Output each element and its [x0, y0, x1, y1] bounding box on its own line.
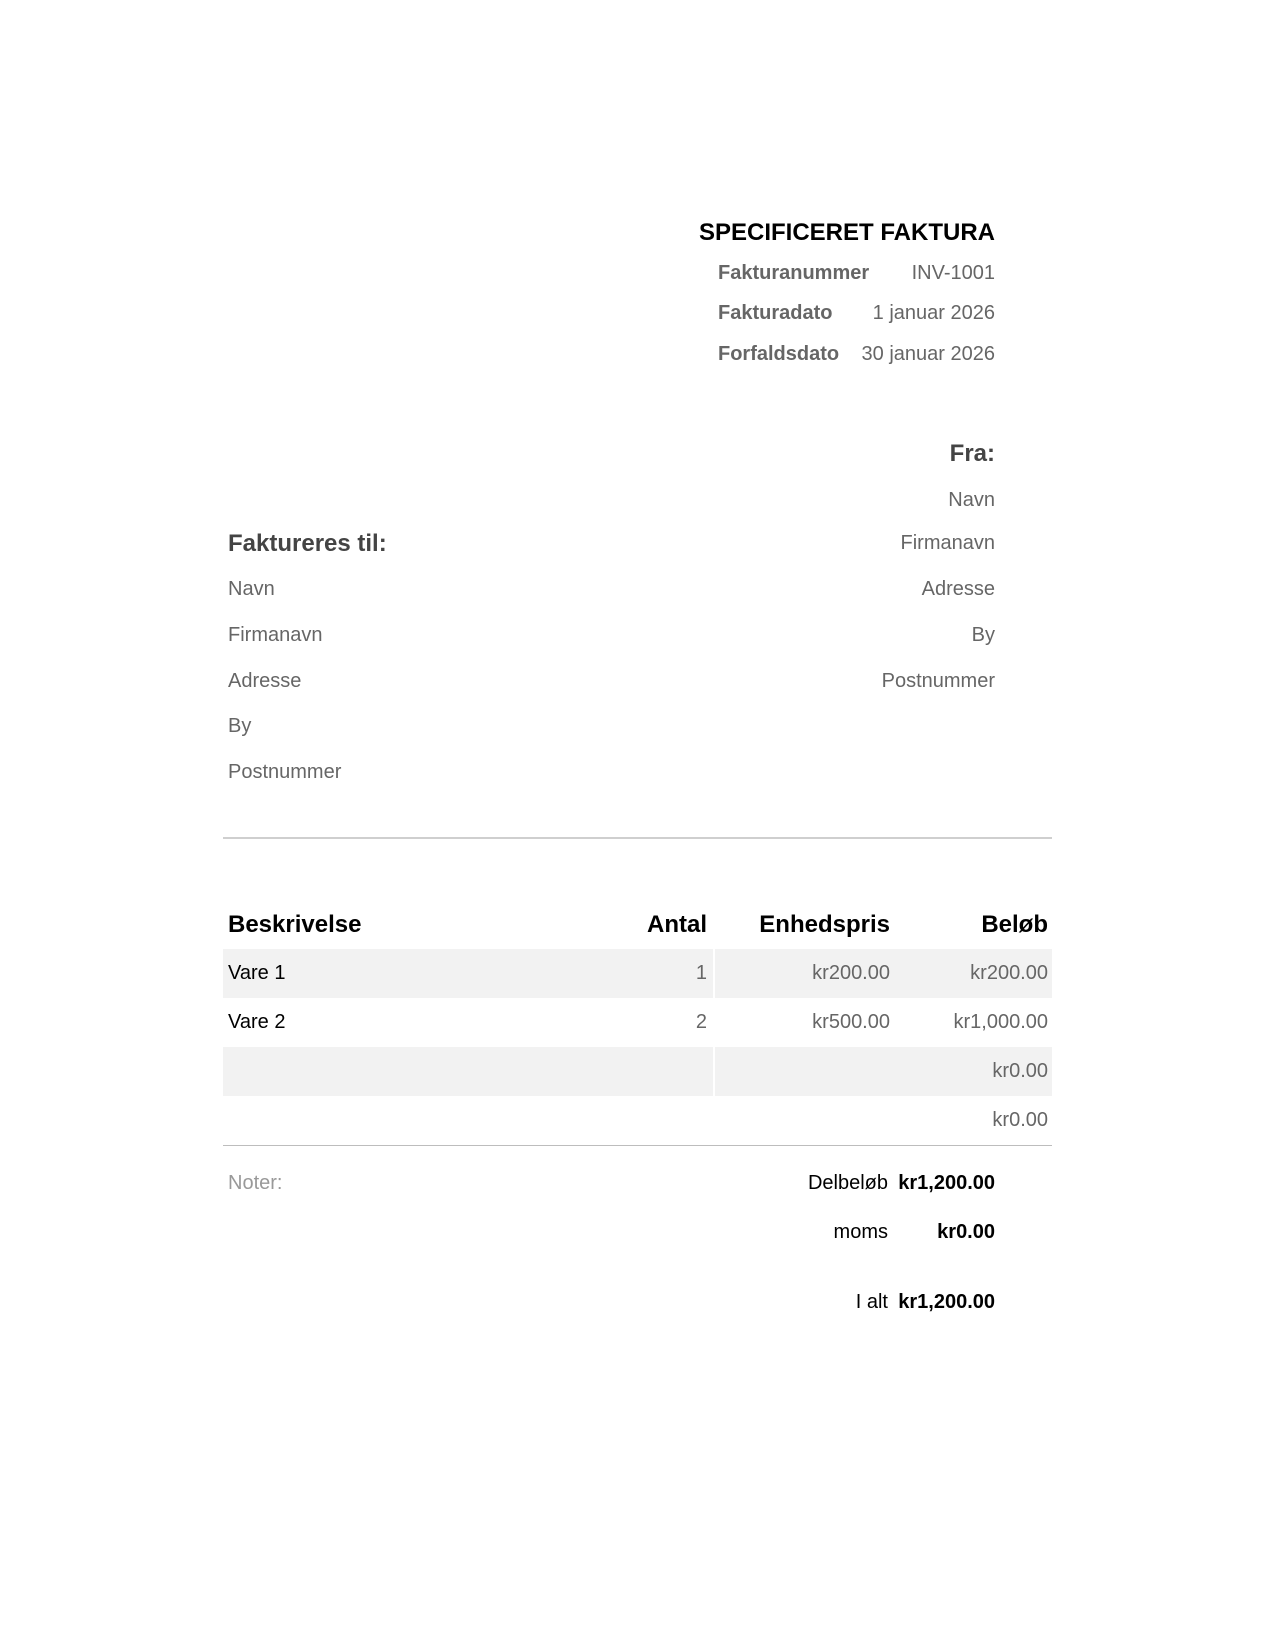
invoice-number-label: Fakturanummer — [718, 262, 870, 284]
due-date-label: Forfaldsdato — [718, 343, 840, 365]
header-unit-price: Enhedspris — [759, 911, 890, 938]
table-row — [223, 1096, 1052, 1145]
subtotal-value: kr1,200.00 — [898, 1172, 995, 1194]
table-bottom-rule — [223, 1145, 1052, 1146]
from-city: By — [971, 624, 995, 646]
table-row — [223, 949, 1052, 998]
total-value: kr1,200.00 — [898, 1291, 995, 1313]
table-header — [223, 899, 1052, 949]
items-table — [223, 899, 1052, 1145]
bill-to-postal-code: Postnummer — [228, 761, 342, 783]
bill-to-city: By — [228, 715, 252, 737]
subtotal-label: Delbeløb — [807, 1172, 888, 1194]
notes-label: Noter: — [228, 1172, 283, 1194]
header-quantity: Antal — [647, 911, 707, 938]
row-amount: kr0.00 — [992, 1060, 1048, 1082]
header-description: Beskrivelse — [228, 911, 362, 938]
bill-to-title: Faktureres til: — [228, 530, 387, 557]
invoice-date-label: Fakturadato — [718, 302, 833, 324]
bill-to-company: Firmanavn — [228, 624, 323, 646]
section-divider — [223, 837, 1052, 839]
invoice-date-value: 1 januar 2026 — [872, 302, 995, 324]
tax-value: kr0.00 — [937, 1221, 995, 1243]
bill-to-name: Navn — [228, 578, 275, 600]
from-title: Fra: — [949, 440, 995, 467]
row-unit-price: kr200.00 — [812, 962, 890, 984]
table-row — [223, 1047, 1052, 1096]
from-name: Navn — [948, 489, 995, 511]
row-description: Vare 1 — [228, 962, 286, 984]
row-amount: kr1,000.00 — [953, 1011, 1048, 1033]
invoice-number-value: INV-1001 — [911, 262, 995, 284]
from-address: Adresse — [921, 578, 995, 600]
invoice-title: SPECIFICERET FAKTURA — [698, 219, 995, 246]
table-row — [223, 998, 1052, 1047]
row-quantity: 1 — [695, 962, 707, 984]
from-company: Firmanavn — [900, 532, 995, 554]
header-amount: Beløb — [981, 911, 1048, 938]
from-postal-code: Postnummer — [881, 670, 995, 692]
total-label: I alt — [855, 1291, 888, 1313]
row-description: Vare 2 — [228, 1011, 286, 1033]
bill-to-address: Adresse — [228, 670, 302, 692]
due-date-value: 30 januar 2026 — [861, 343, 995, 365]
row-quantity: 2 — [695, 1011, 707, 1033]
tax-label: moms — [833, 1221, 888, 1243]
row-amount: kr200.00 — [970, 962, 1048, 984]
row-unit-price: kr500.00 — [812, 1011, 890, 1033]
row-amount: kr0.00 — [992, 1109, 1048, 1131]
